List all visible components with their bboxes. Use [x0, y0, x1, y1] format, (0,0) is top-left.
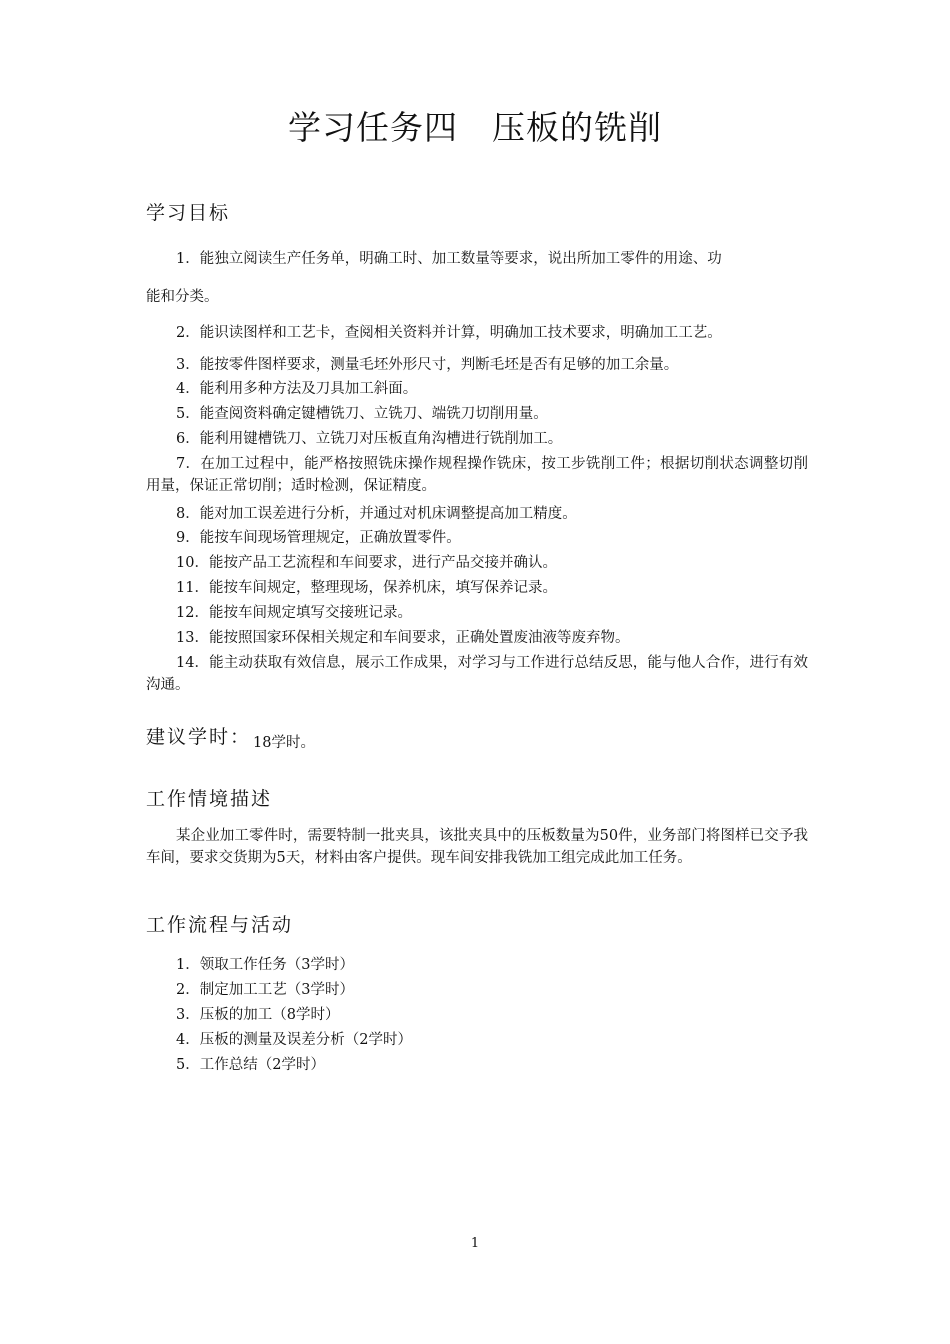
workflow-step: 4．压板的测量及误差分析（2学时） [176, 1032, 412, 1048]
page-number: 1 [470, 1236, 480, 1251]
objective-item: 8．能对加工误差进行分析，并通过对机床调整提高加工精度。 [176, 506, 577, 522]
objective-item: 1．能独立阅读生产任务单，明确工时、加工数量等要求，说出所加工零件的用途、功 [176, 251, 722, 267]
workflow-heading: 工作流程与活动 [146, 914, 294, 936]
page-title: 学习任务四 压板的铣削 [288, 108, 662, 147]
workflow-step: 1．领取工作任务（3学时） [176, 957, 354, 973]
objective-item: 3．能按零件图样要求，测量毛坯外形尺寸，判断毛坯是否有足够的加工余量。 [176, 357, 679, 373]
objective-item: 5．能查阅资料确定键槽铣刀、立铣刀、端铣刀切削用量。 [176, 406, 548, 422]
objectives-heading: 学习目标 [146, 202, 231, 224]
objective-item: 6．能利用键槽铣刀、立铣刀对压板直角沟槽进行铣削加工。 [176, 431, 563, 447]
suggested-hours-value: 18学时。 [253, 735, 315, 751]
objective-item: 14．能主动获取有效信息，展示工作成果，对学习与工作进行总结反思，能与他人合作，进行有效沟通。 [146, 655, 808, 693]
objective-item: 13．能按照国家环保相关规定和车间要求，正确处置废油液等废弃物。 [176, 630, 630, 646]
objective-item: 2．能识读图样和工艺卡，查阅相关资料并计算，明确加工技术要求，明确加工工艺。 [176, 325, 722, 341]
objective-item: 9．能按车间现场管理规定，正确放置零件。 [176, 530, 461, 546]
objective-item: 10．能按产品工艺流程和车间要求，进行产品交接并确认。 [176, 555, 557, 571]
objective-item: 能和分类。 [146, 289, 219, 305]
objective-item: 12．能按车间规定填写交接班记录。 [176, 605, 412, 621]
objective-item: 4．能利用多种方法及刀具加工斜面。 [176, 381, 418, 397]
workflow-step: 2．制定加工工艺（3学时） [176, 982, 354, 998]
suggested-hours [146, 722, 315, 749]
scenario-heading: 工作情境描述 [146, 788, 273, 810]
workflow-step: 3．压板的加工（8学时） [176, 1007, 340, 1023]
workflow-step: 5．工作总结（2学时） [176, 1057, 325, 1073]
objective-item: 11．能按车间规定，整理现场，保养机床，填写保养记录。 [176, 580, 557, 596]
scenario-text: 某企业加工零件时，需要特制一批夹具，该批夹具中的压板数量为50件，业务部门将图样已交予我车间，要求交货期为5天，材料由客户提供。现车间安排我铣加工组完成此加工任务。 [146, 828, 808, 866]
objective-item: 7．在加工过程中，能严格按照铣床操作规程操作铣床，按工步铣削工件；根据切削状态调整切削用量，保证正常切削；适时检测，保证精度。 [146, 456, 808, 494]
suggested-hours-label: 建议学时： [146, 726, 252, 748]
